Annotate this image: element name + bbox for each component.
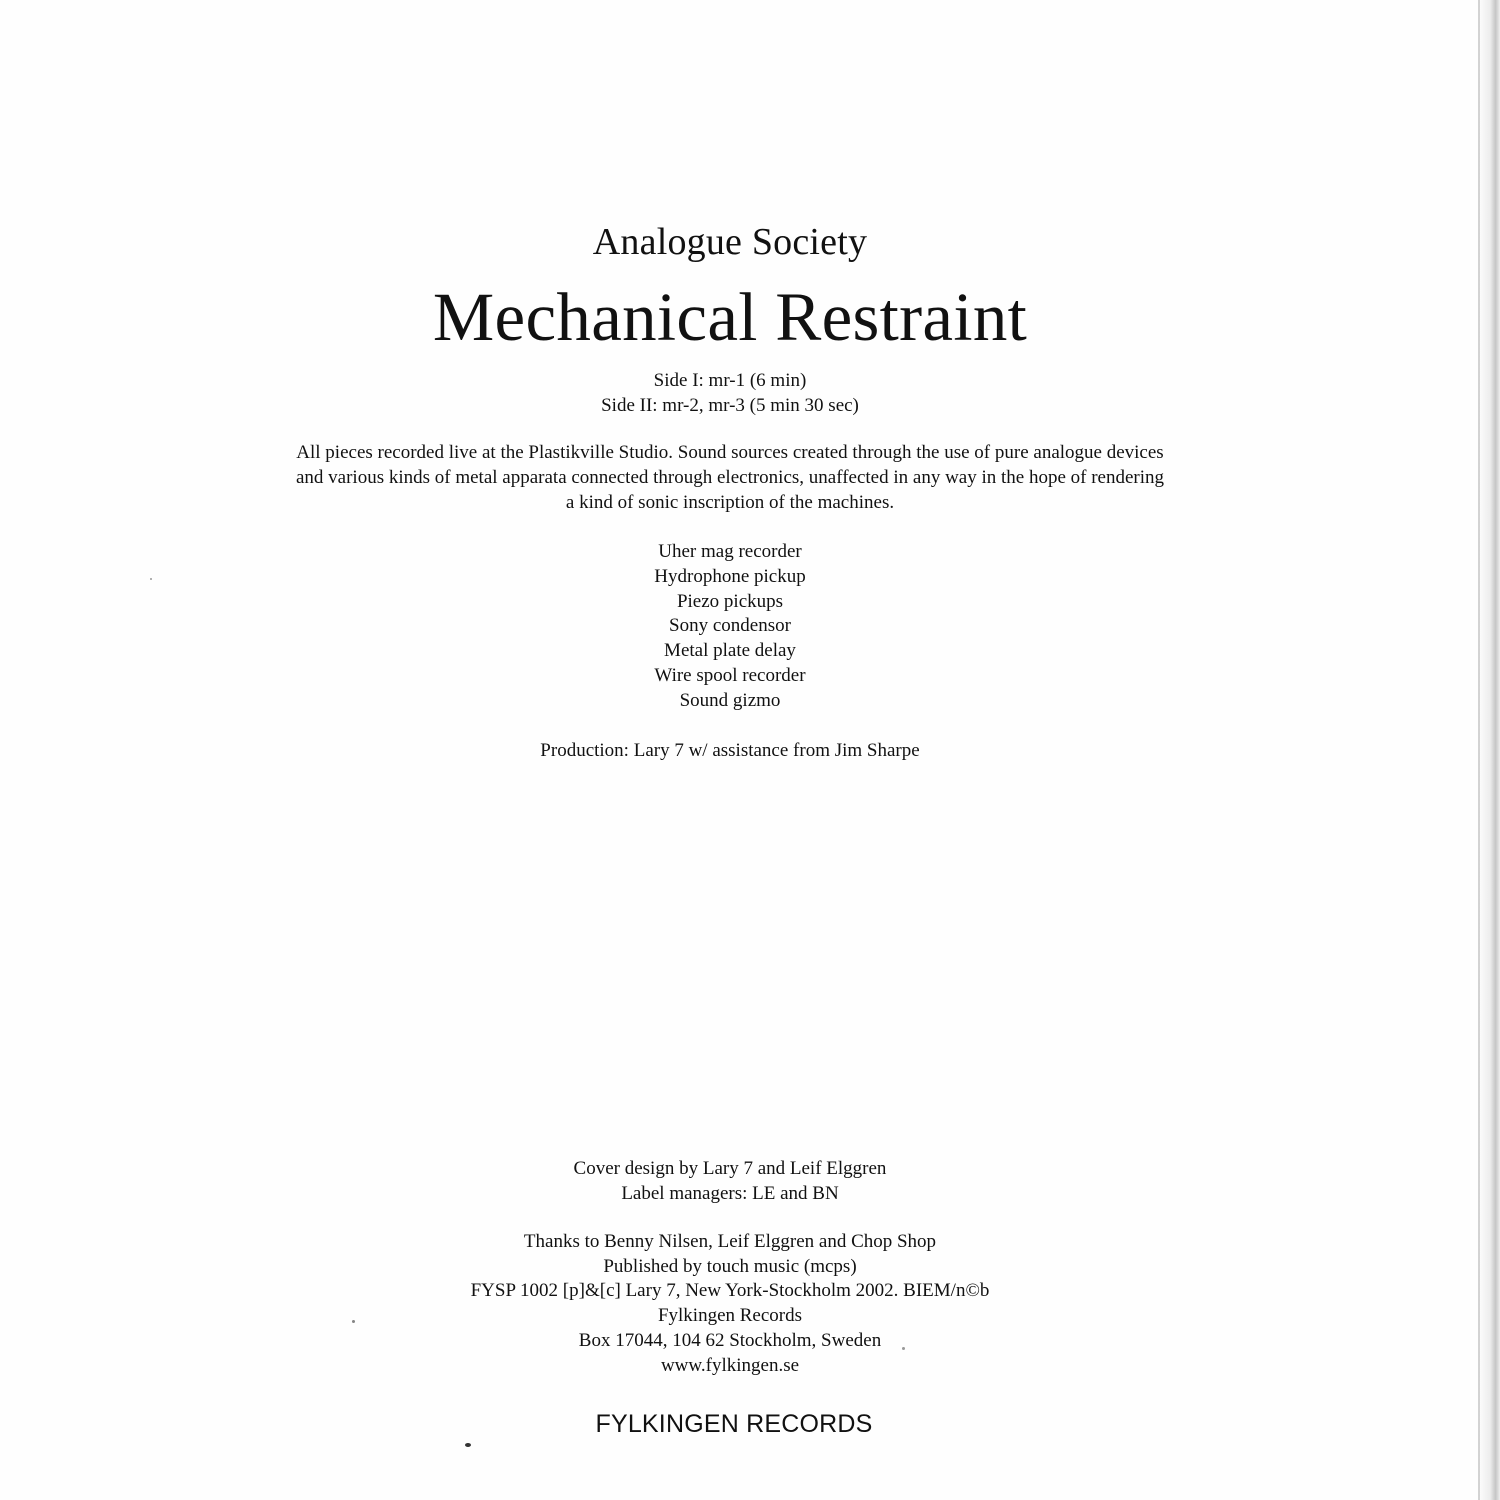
artist-name: Analogue Society [592,221,868,263]
description-line: All pieces recorded live at the Plastikville Studio. Sound sources created through the use of pure analogue devices [296,442,1164,463]
print-speck [352,1320,355,1323]
page-edge-shadow [1478,0,1500,1500]
equipment-item: Hydrophone pickup [654,565,806,587]
recording-description [230,440,1230,515]
design-credits [0,1156,1460,1206]
production-credit: Production: Lary 7 w/ assistance from Jim Sharpe [540,740,920,761]
side-one-tracks: Side I: mr-1 (6 min) [653,370,807,391]
equipment-item: Sony condensor [669,615,791,637]
website-line: www.fylkingen.se [660,1354,800,1376]
equipment-item: Wire spool recorder [654,664,806,686]
cover-design-credit: Cover design by Lary 7 and Leif Elggren [573,1158,887,1179]
equipment-item: Sound gizmo [679,689,781,711]
equipment-list [0,540,1460,714]
label-managers-credit: Label managers: LE and BN [621,1183,839,1204]
album-title: Mechanical Restraint [432,279,1028,355]
label-line: Fylkingen Records [657,1305,803,1327]
print-speck [902,1347,905,1350]
description-line: and various kinds of metal apparata connected through electronics, unaffected in any way in the hope of rendering [295,467,1165,488]
description-line: a kind of sonic inscription of the machines. [565,492,895,513]
footer-credits [0,1230,1460,1378]
publisher-line: Published by touch music (mcps) [603,1255,857,1277]
side-two-tracks: Side II: mr-2, mr-3 (5 min 30 sec) [601,395,859,416]
track-listing [0,368,1460,418]
catalog-line: FYSP 1002 [p]&[c] Lary 7, New York-Stockholm 2002. BIEM/n©b [470,1280,990,1302]
equipment-item: Piezo pickups [676,590,784,612]
label-wordmark: FYLKINGEN RECORDS [595,1410,873,1438]
address-line: Box 17044, 104 62 Stockholm, Sweden [578,1329,882,1351]
equipment-item: Uher mag recorder [658,541,802,562]
print-speck [465,1443,471,1447]
print-speck [150,578,152,580]
equipment-item: Metal plate delay [664,640,796,662]
thanks-line: Thanks to Benny Nilsen, Leif Elggren and Chop Shop [523,1231,937,1252]
